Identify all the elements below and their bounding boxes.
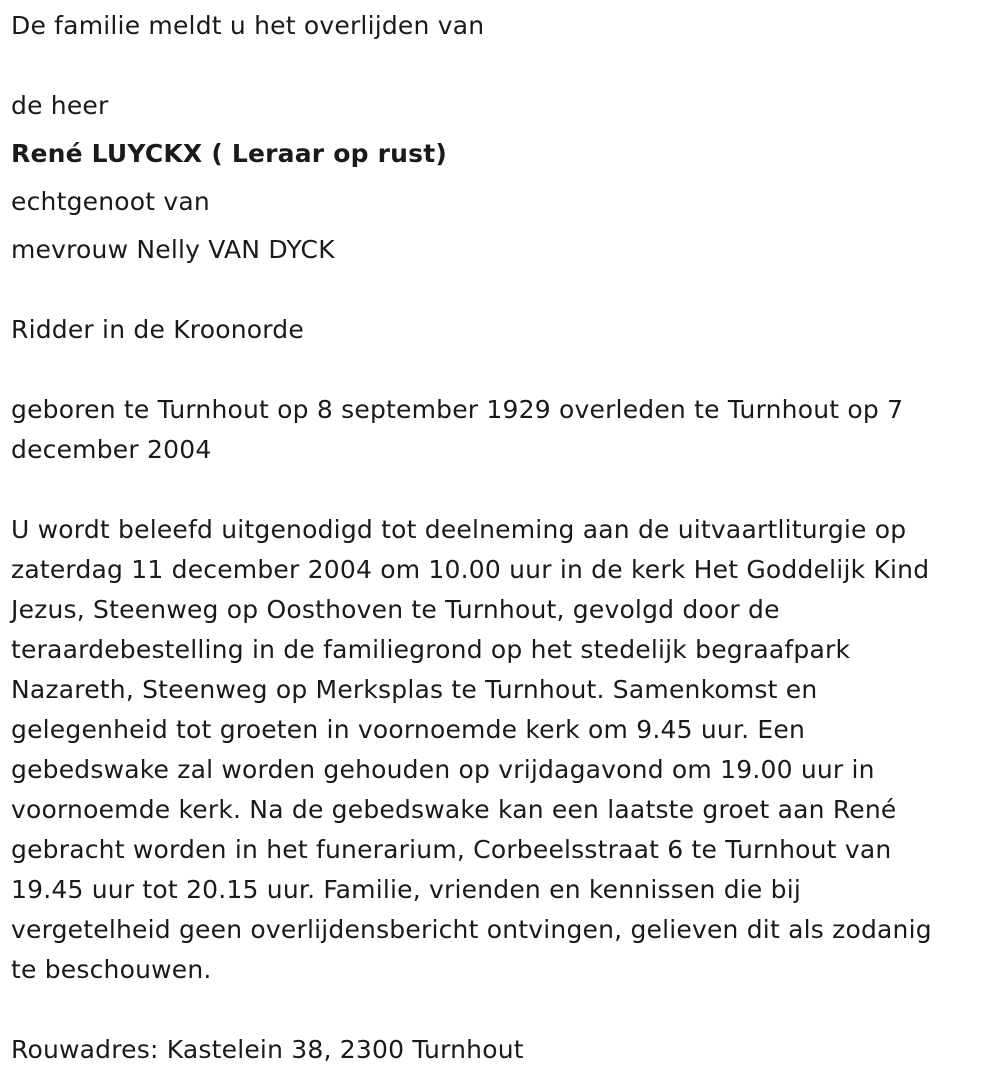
ceremony-line: Jezus, Steenweg op Oosthoven te Turnhout, gevolgd door de	[11, 595, 780, 624]
ceremony-line: voornoemde kerk. Na de gebedswake kan een laatste groet aan René	[11, 795, 897, 824]
intro-text: De familie meldt u het overlijden van	[11, 11, 485, 40]
ceremony-line: gebracht worden in het funerarium, Corbeelsstraat 6 te Turnhout van	[11, 835, 892, 864]
birth-death-line-1: geboren te Turnhout op 8 september 1929 overleden te Turnhout op 7	[11, 395, 904, 424]
ceremony-line: gebedswake zal worden gehouden op vrijdagavond om 19.00 uur in	[11, 755, 875, 784]
deceased-name: René LUYCKX ( Leraar op rust)	[11, 139, 447, 168]
honor-text: Ridder in de Kroonorde	[11, 315, 304, 344]
spouse-intro-text: echtgenoot van	[11, 187, 210, 216]
ceremony-line: 19.45 uur tot 20.15 uur. Familie, vrienden en kennissen die bij	[11, 875, 802, 904]
ceremony-line: vergetelheid geen overlijdensbericht ontvingen, gelieven dit als zodanig	[11, 915, 932, 944]
ceremony-line: Nazareth, Steenweg op Merksplas te Turnhout. Samenkomst en	[11, 675, 818, 704]
ceremony-line: teraardebestelling in de familiegrond op het stedelijk begraafpark	[11, 635, 851, 664]
ceremony-line: te beschouwen.	[11, 955, 212, 984]
spouse-name: mevrouw Nelly VAN DYCK	[11, 235, 335, 264]
salutation-text: de heer	[11, 91, 109, 120]
ceremony-line: zaterdag 11 december 2004 om 10.00 uur in de kerk Het Goddelijk Kind	[11, 555, 930, 584]
birth-death-line-2: december 2004	[11, 435, 212, 464]
ceremony-line: gelegenheid tot groeten in voornoemde kerk om 9.45 uur. Een	[11, 715, 806, 744]
ceremony-line: U wordt beleefd uitgenodigd tot deelneming aan de uitvaartliturgie op	[11, 515, 907, 544]
mourning-address: Rouwadres: Kastelein 38, 2300 Turnhout	[11, 1035, 524, 1064]
